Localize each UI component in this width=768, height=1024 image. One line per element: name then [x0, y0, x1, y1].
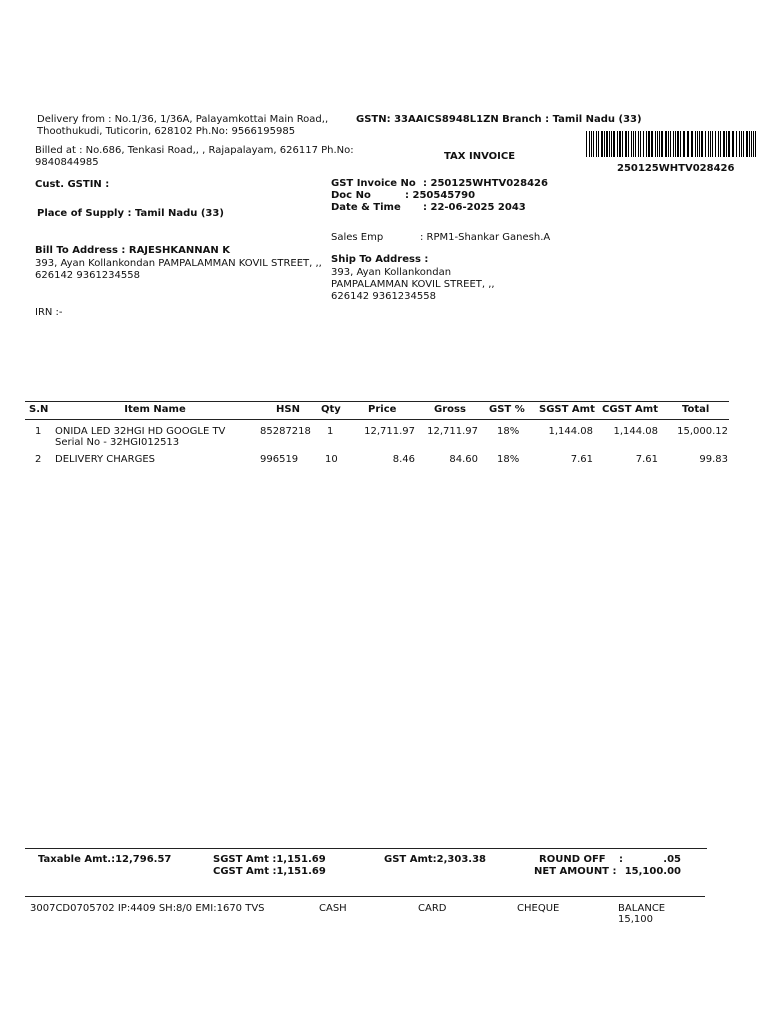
- place-of-supply: Place of Supply : Tamil Nadu (33): [37, 208, 224, 219]
- row-price: 8.46: [392, 454, 415, 465]
- col-cgst-header: CGST Amt: [602, 404, 658, 415]
- doc-no-value: : 250545790: [405, 190, 476, 201]
- sales-emp-value: : RPM1-Shankar Ganesh.A: [420, 232, 551, 243]
- totals-bottom-rule: [25, 896, 705, 897]
- col-qty-header: Qty: [321, 404, 341, 415]
- table-top-rule: [25, 401, 729, 402]
- row-total: 15,000.12: [677, 426, 728, 437]
- row-gross: 12,711.97: [427, 426, 478, 437]
- billed-at-line1: Billed at : No.686, Tenkasi Road,, , Rajapalayam, 626117 Ph.No:: [35, 145, 354, 156]
- row-cgst: 1,144.08: [613, 426, 658, 437]
- round-off-value: .05: [663, 854, 681, 865]
- gstn-branch: GSTN: 33AAICS8948L1ZN Branch : Tamil Nadu (33): [356, 114, 642, 125]
- row-gst: 18%: [497, 426, 520, 437]
- col-item-header: Item Name: [124, 404, 186, 415]
- delivery-from-line2: Thoothukudi, Tuticorin, 628102 Ph.No: 9566195985: [37, 126, 296, 137]
- gst-total: GST Amt:2,303.38: [384, 854, 486, 865]
- invoice-no-value: : 250125WHTV028426: [423, 178, 548, 189]
- row-hsn: 85287218: [260, 426, 311, 437]
- bill-to-line1: 393, Ayan Kollankondan PAMPALAMMAN KOVIL STREET, ,,: [35, 258, 322, 269]
- row-item-serial: Serial No - 32HGI012513: [55, 437, 180, 448]
- irn: IRN :-: [35, 307, 63, 318]
- invoice-no-label: GST Invoice No: [331, 178, 416, 189]
- row-gross: 84.60: [449, 454, 478, 465]
- payment-card: CARD: [418, 903, 447, 914]
- row-cgst: 7.61: [635, 454, 658, 465]
- col-sgst-header: SGST Amt: [539, 404, 595, 415]
- net-amount-label: NET AMOUNT :: [534, 866, 617, 877]
- barcode-image: [586, 131, 758, 157]
- row-item: ONIDA LED 32HGI HD GOOGLE TV: [55, 426, 226, 437]
- col-total-header: Total: [682, 404, 710, 415]
- table-header-rule: [25, 419, 729, 420]
- row-qty: 1: [327, 426, 334, 437]
- row-gst: 18%: [497, 454, 520, 465]
- tax-invoice-title: TAX INVOICE: [444, 151, 516, 162]
- row-sgst: 1,144.08: [548, 426, 593, 437]
- bill-to-line2: 626142 9361234558: [35, 270, 140, 281]
- col-hsn-header: HSN: [276, 404, 300, 415]
- date-time-value: : 22-06-2025 2043: [423, 202, 526, 213]
- row-total: 99.83: [699, 454, 728, 465]
- row-qty: 10: [325, 454, 338, 465]
- col-gross-header: Gross: [434, 404, 466, 415]
- col-gst-header: GST %: [489, 404, 525, 415]
- balance-value: 15,100: [618, 914, 653, 925]
- date-time-label: Date & Time: [331, 202, 401, 213]
- net-amount-value: 15,100.00: [624, 866, 681, 877]
- cust-gstin: Cust. GSTIN :: [35, 179, 110, 190]
- row-price: 12,711.97: [364, 426, 415, 437]
- ship-to-line2: PAMPALAMMAN KOVIL STREET, ,,: [331, 279, 495, 290]
- ship-to-line1: 393, Ayan Kollankondan: [331, 267, 452, 278]
- delivery-from-line1: Delivery from : No.1/36, 1/36A, Palayamkottai Main Road,,: [37, 114, 329, 125]
- ship-to-title: Ship To Address :: [331, 254, 429, 265]
- row-sn: 1: [35, 426, 42, 437]
- bill-to-title: Bill To Address : RAJESHKANNAN K: [35, 245, 230, 256]
- row-item: DELIVERY CHARGES: [55, 454, 155, 465]
- round-off-colon: :: [619, 854, 623, 865]
- balance-label: BALANCE: [618, 903, 666, 914]
- row-sgst: 7.61: [570, 454, 593, 465]
- cgst-total: CGST Amt :1,151.69: [213, 866, 326, 877]
- barcode-text: 250125WHTV028426: [617, 163, 735, 174]
- taxable-amount: Taxable Amt.:12,796.57: [38, 854, 172, 865]
- row-hsn: 996519: [260, 454, 299, 465]
- col-price-header: Price: [368, 404, 397, 415]
- col-sn-header: S.N: [29, 404, 49, 415]
- payment-cash: CASH: [319, 903, 347, 914]
- ship-to-line3: 626142 9361234558: [331, 291, 436, 302]
- billed-at-line2: 9840844985: [35, 157, 99, 168]
- row-sn: 2: [35, 454, 42, 465]
- footer-code: 3007CD0705702 IP:4409 SH:8/0 EMI:1670 TVS: [30, 903, 265, 914]
- sgst-total: SGST Amt :1,151.69: [213, 854, 326, 865]
- totals-top-rule: [25, 848, 707, 849]
- payment-cheque: CHEQUE: [517, 903, 560, 914]
- doc-no-label: Doc No: [331, 190, 371, 201]
- sales-emp-label: Sales Emp: [331, 232, 384, 243]
- round-off-label: ROUND OFF: [539, 854, 606, 865]
